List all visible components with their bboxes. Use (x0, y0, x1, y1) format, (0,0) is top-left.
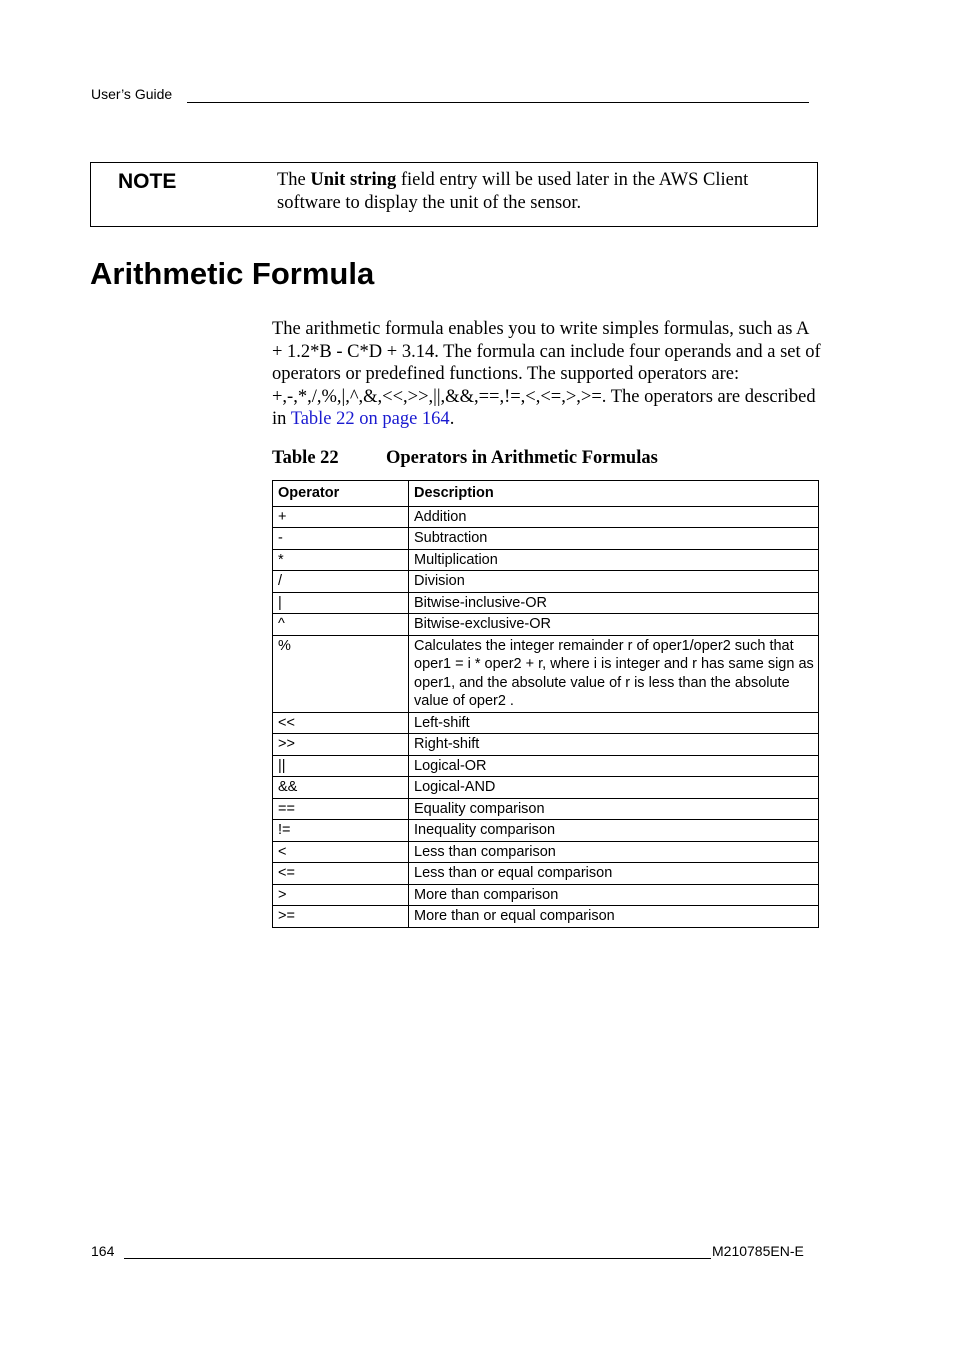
description-cell: Bitwise-exclusive-OR (409, 614, 819, 636)
description-cell: Less than or equal comparison (409, 863, 819, 885)
operator-cell: || (273, 755, 409, 777)
table-caption (272, 448, 658, 469)
table-row (273, 884, 819, 906)
table-row (273, 863, 819, 885)
operator-cell: + (273, 506, 409, 528)
table-row (273, 798, 819, 820)
operator-cell: * (273, 549, 409, 571)
description-cell: More than or equal comparison (409, 906, 819, 928)
section-title: Arithmetic Formula (90, 256, 375, 291)
note-text (277, 169, 797, 215)
description-cell: Inequality comparison (409, 820, 819, 842)
operators-table (272, 480, 819, 928)
table-caption-number: Table 22 (272, 448, 339, 468)
table-row (273, 614, 819, 636)
operator-cell: >= (273, 906, 409, 928)
table-row (273, 592, 819, 614)
operator-cell: << (273, 712, 409, 734)
description-cell: Addition (409, 506, 819, 528)
note-text-post: field entry will be used later in the AWS Client software to display the unit of the sensor. (277, 170, 749, 213)
document-code: M210785EN-E (712, 1243, 804, 1259)
description-cell: Left-shift (409, 712, 819, 734)
description-cell: More than comparison (409, 884, 819, 906)
table-row (273, 841, 819, 863)
description-cell: Equality comparison (409, 798, 819, 820)
operator-cell: | (273, 592, 409, 614)
operator-cell: >> (273, 734, 409, 756)
table-row (273, 549, 819, 571)
operator-cell: && (273, 777, 409, 799)
operator-cell: != (273, 820, 409, 842)
table-row (273, 571, 819, 593)
header-operator: Operator (273, 481, 409, 507)
table-body (273, 506, 819, 927)
description-cell: Right-shift (409, 734, 819, 756)
table-row (273, 506, 819, 528)
table-row (273, 712, 819, 734)
running-header: User’s Guide (91, 86, 173, 102)
body-paragraph (272, 318, 822, 431)
para-text-pre: The arithmetic formula enables you to write simples formulas, such as A + 1.2*B - C*D + 3.14. The formula can include four operands and a set of operators or predefined functions. The supported operators are: +,-,*,/,%,|,^,&,<<,>>,||,&&,==,!=,<,<=,>,>=. The operators are described in (272, 319, 821, 429)
operator-cell: < (273, 841, 409, 863)
description-cell: Bitwise-inclusive-OR (409, 592, 819, 614)
table-row (273, 777, 819, 799)
table-caption-title: Operators in Arithmetic Formulas (386, 448, 658, 468)
operator-cell: == (273, 798, 409, 820)
note-text-bold: Unit string (310, 170, 397, 190)
description-cell: Logical-OR (409, 755, 819, 777)
para-text-post: . (449, 409, 455, 429)
note-text-pre: The (277, 170, 311, 190)
operator-cell: % (273, 635, 409, 712)
description-cell: Subtraction (409, 528, 819, 550)
description-cell: Logical-AND (409, 777, 819, 799)
description-cell: Calculates the integer remainder r of oper1/oper2 such that oper1 = i * oper2 + r, where i is integer and r has same sign as oper1, and the absolute value of r is less than the absolute value of oper2 . (409, 635, 819, 712)
description-cell: Less than comparison (409, 841, 819, 863)
operator-cell: / (273, 571, 409, 593)
table-row (273, 528, 819, 550)
header-rule (187, 102, 809, 103)
table-row (273, 755, 819, 777)
header-description: Description (409, 481, 819, 507)
table-header-row (273, 481, 819, 507)
table-row (273, 820, 819, 842)
table-row (273, 635, 819, 712)
note-box (90, 162, 818, 227)
footer-rule (124, 1258, 711, 1259)
operator-cell: ^ (273, 614, 409, 636)
table-row (273, 734, 819, 756)
table-row (273, 906, 819, 928)
description-cell: Division (409, 571, 819, 593)
note-label: NOTE (118, 170, 177, 193)
operator-cell: <= (273, 863, 409, 885)
page-number: 164 (91, 1243, 115, 1259)
description-cell: Multiplication (409, 549, 819, 571)
operator-cell: > (273, 884, 409, 906)
table-reference-link[interactable]: Table 22 on page 164 (290, 409, 450, 429)
operator-cell: - (273, 528, 409, 550)
